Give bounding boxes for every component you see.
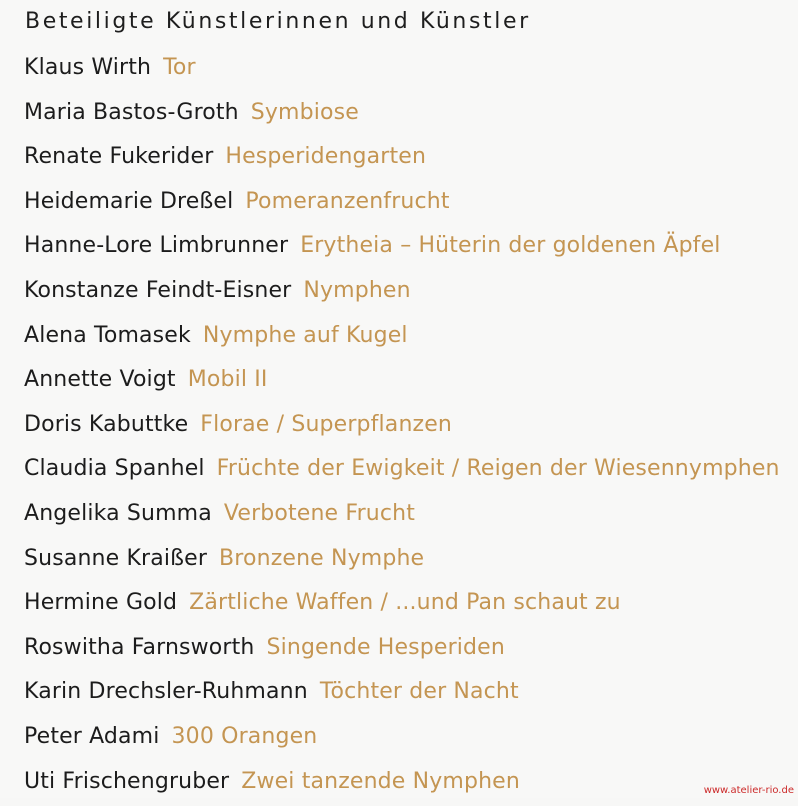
artist-name: Renate Fukerider (24, 144, 213, 169)
work-title: Singende Hesperiden (266, 635, 504, 660)
work-title: 300 Orangen (172, 724, 318, 749)
artist-name: Roswitha Farnsworth (24, 635, 254, 660)
list-item (24, 717, 780, 762)
list-item (24, 271, 780, 316)
work-title: Mobil II (188, 367, 268, 392)
work-title: Erytheia – Hüterin der goldenen Äpfel (300, 233, 720, 258)
work-title: Nymphen (303, 278, 410, 303)
artist-name: Hermine Gold (24, 590, 177, 615)
page-heading: Beteiligte Künstlerinnen und Künstler (25, 6, 531, 38)
artist-name: Hanne-Lore Limbrunner (24, 233, 288, 258)
list-item (24, 137, 780, 182)
list-item (24, 405, 780, 450)
list-item (24, 494, 780, 539)
list-item (24, 672, 780, 717)
artist-name: Claudia Spanhel (24, 456, 205, 481)
work-title: Bronzene Nymphe (219, 546, 424, 571)
artist-name: Konstanze Feindt-Eisner (24, 278, 291, 303)
list-item (24, 93, 780, 138)
artist-name: Annette Voigt (24, 367, 176, 392)
watermark-text: www.atelier-rio.de (704, 785, 794, 796)
work-title: Verbotene Frucht (224, 501, 415, 526)
list-item (24, 449, 780, 494)
work-title: Töchter der Nacht (320, 679, 519, 704)
list-item (24, 226, 780, 271)
work-title: Zwei tanzende Nymphen (241, 769, 520, 794)
work-title: Florae / Superpflanzen (200, 412, 452, 437)
artist-name: Karin Drechsler-Ruhmann (24, 679, 308, 704)
artist-name: Klaus Wirth (24, 55, 151, 80)
artist-name: Uti Frischengruber (24, 769, 229, 794)
list-item (24, 762, 780, 806)
artist-name: Alena Tomasek (24, 323, 191, 348)
artist-name: Doris Kabuttke (24, 412, 188, 437)
list-item (24, 182, 780, 227)
list-item (24, 360, 780, 405)
list-item (24, 48, 780, 93)
work-title: Zärtliche Waffen / ...und Pan schaut zu (189, 590, 621, 615)
artist-name: Heidemarie Dreßel (24, 189, 233, 214)
work-title: Früchte der Ewigkeit / Reigen der Wiesennymphen (217, 456, 780, 481)
list-item (24, 628, 780, 673)
work-title: Tor (163, 55, 196, 80)
work-title: Symbiose (251, 100, 359, 125)
work-title: Nymphe auf Kugel (203, 323, 408, 348)
artist-name: Peter Adami (24, 724, 160, 749)
work-title: Hesperidengarten (225, 144, 426, 169)
list-item (24, 316, 780, 361)
artist-name: Susanne Kraißer (24, 546, 207, 571)
list-item (24, 539, 780, 584)
work-title: Pomeranzenfrucht (245, 189, 449, 214)
list-item (24, 583, 780, 628)
artist-list (24, 48, 780, 806)
artist-name: Angelika Summa (24, 501, 212, 526)
artist-name: Maria Bastos-Groth (24, 100, 239, 125)
